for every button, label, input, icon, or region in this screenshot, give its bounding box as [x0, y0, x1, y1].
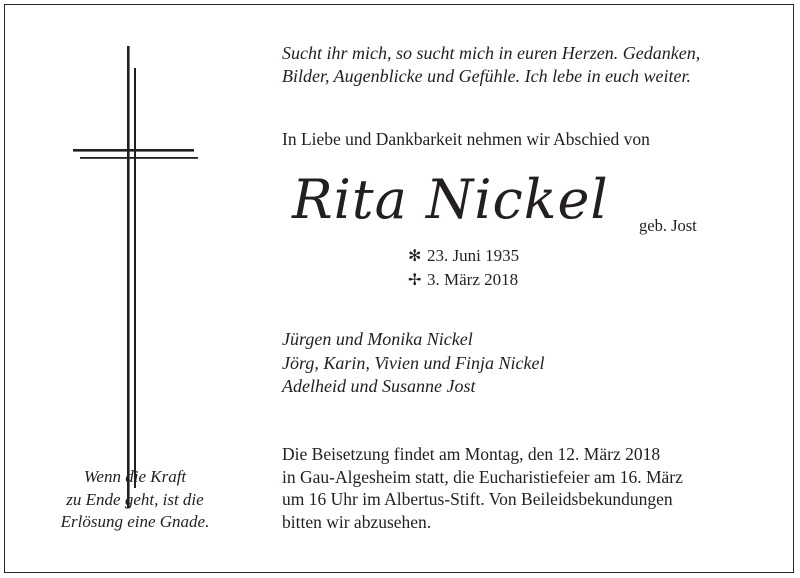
mourner-line: Adelheid und Susanne Jost: [282, 376, 476, 396]
birth-name: geb. Jost: [639, 216, 697, 235]
death-date: 3. März 2018: [427, 270, 519, 289]
left-quote-line: Erlösung eine Gnade.: [60, 512, 210, 531]
burial-line: bitten wir abzusehen.: [282, 511, 432, 532]
left-quote-line: zu Ende geht, ist die: [66, 489, 204, 509]
motto-line: Bilder, Augenblicke und Gefühle. Ich lebe in euch weiter.: [282, 66, 692, 86]
farewell-intro: In Liebe und Dankbarkeit nehmen wir Abschied von: [282, 129, 650, 149]
birth-date-row: [408, 244, 519, 268]
birth-date: 23. Juni 1935: [427, 246, 520, 265]
motto-quote: [282, 42, 782, 88]
mourners-list: [282, 328, 544, 399]
death-cross-icon: ✢: [408, 272, 422, 289]
burial-info: [282, 443, 683, 533]
birth-star-icon: ✻: [408, 248, 422, 265]
deceased-name: Rita Nickel: [292, 168, 609, 231]
life-dates: [408, 244, 519, 292]
burial-line: Die Beisetzung findet am Montag, den 12. März 2018: [282, 444, 661, 464]
death-date-row: [408, 268, 519, 292]
motto-line: Sucht ihr mich, so sucht mich in euren Herzen. Gedanken,: [282, 43, 701, 63]
mourner-line: Jürgen und Monika Nickel: [282, 329, 473, 349]
burial-line: um 16 Uhr im Albertus-Stift. Von Beileidsbekundungen: [282, 489, 673, 509]
burial-line: in Gau-Algesheim statt, die Eucharistiefeier am 16. März: [282, 466, 683, 487]
mourner-line: Jörg, Karin, Vivien und Finja Nickel: [282, 352, 545, 373]
left-quote: [30, 466, 240, 534]
left-quote-line: Wenn die Kraft: [83, 467, 187, 486]
